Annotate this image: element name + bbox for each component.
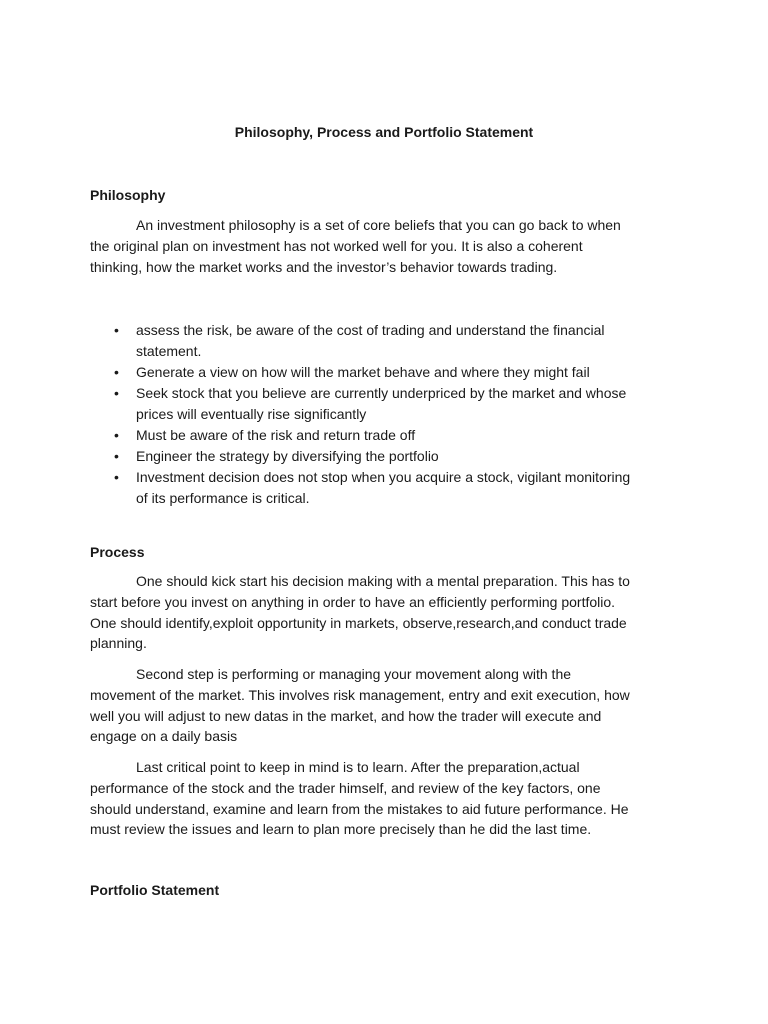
bullet-item (90, 320, 678, 362)
paragraph-line: engage on a daily basis (90, 728, 238, 745)
process-paragraph-3 (90, 757, 678, 840)
paragraph-line: the original plan on investment has not worked well for you. It is also a coherent (90, 237, 583, 254)
bullet-item (90, 425, 678, 446)
bullet-text-line: prices will eventually rise significantly (136, 406, 367, 422)
bullet-text-line: Seek stock that you believe are currently underpriced by the market and whose (136, 385, 627, 401)
paragraph-line: should understand, examine and learn from the mistakes to aid future performance. He (90, 800, 629, 817)
bullet-text-line: statement. (136, 343, 202, 359)
process-paragraph-1 (90, 571, 678, 654)
bullet-text-line: Must be aware of the risk and return trade off (136, 427, 416, 443)
paragraph-line: planning. (90, 635, 147, 652)
philosophy-heading: Philosophy (90, 187, 166, 203)
process-paragraph-2 (90, 664, 678, 747)
paragraph-line: Second step is performing or managing your movement along with the (136, 666, 572, 682)
bullet-text-line: Engineer the strategy by diversifying the portfolio (136, 448, 439, 464)
paragraph-line: Last critical point to keep in mind is to learn. After the preparation,actual (136, 759, 580, 775)
bullet-text-line: of its performance is critical. (136, 490, 310, 506)
paragraph-line: performance of the stock and the trader himself, and review of the key factors, one (90, 779, 601, 796)
bullet-text-line: assess the risk, be aware of the cost of trading and understand the financial (136, 322, 605, 338)
paragraph-line: well you will adjust to new datas in the market, and how the trader will execute and (90, 707, 602, 724)
paragraph-line: thinking, how the market works and the investor’s behavior towards trading. (90, 258, 558, 275)
process-heading: Process (90, 544, 145, 560)
paragraph-line: An investment philosophy is a set of core beliefs that you can go back to when (136, 217, 621, 233)
bullet-icon: • (114, 385, 119, 401)
document-title: Philosophy, Process and Portfolio Statement (234, 124, 534, 140)
paragraph-line: One should identify,exploit opportunity in markets, observe,research,and conduct trade (90, 614, 627, 631)
bullet-icon: • (114, 469, 119, 485)
bullet-icon: • (114, 364, 119, 380)
bullet-icon: • (114, 427, 119, 443)
philosophy-paragraph (90, 215, 678, 277)
bullet-icon: • (114, 448, 119, 464)
bullet-text-line: Investment decision does not stop when you acquire a stock, vigilant monitoring (136, 469, 631, 485)
bullet-item (90, 383, 678, 425)
bullet-item (90, 467, 678, 509)
paragraph-line: One should kick start his decision making with a mental preparation. This has to (136, 573, 630, 589)
bullet-text-line: Generate a view on how will the market behave and where they might fail (136, 364, 590, 380)
portfolio-statement-heading: Portfolio Statement (90, 882, 220, 898)
bullet-item (90, 362, 678, 383)
philosophy-bullet-list (90, 320, 678, 509)
paragraph-line: movement of the market. This involves risk management, entry and exit execution, how (90, 686, 630, 703)
paragraph-line: start before you invest on anything in order to have an efficiently performing portfolio. (90, 593, 616, 610)
paragraph-line: must review the issues and learn to plan more precisely than he did the last time. (90, 821, 592, 838)
bullet-icon: • (114, 322, 119, 338)
bullet-item (90, 446, 678, 467)
